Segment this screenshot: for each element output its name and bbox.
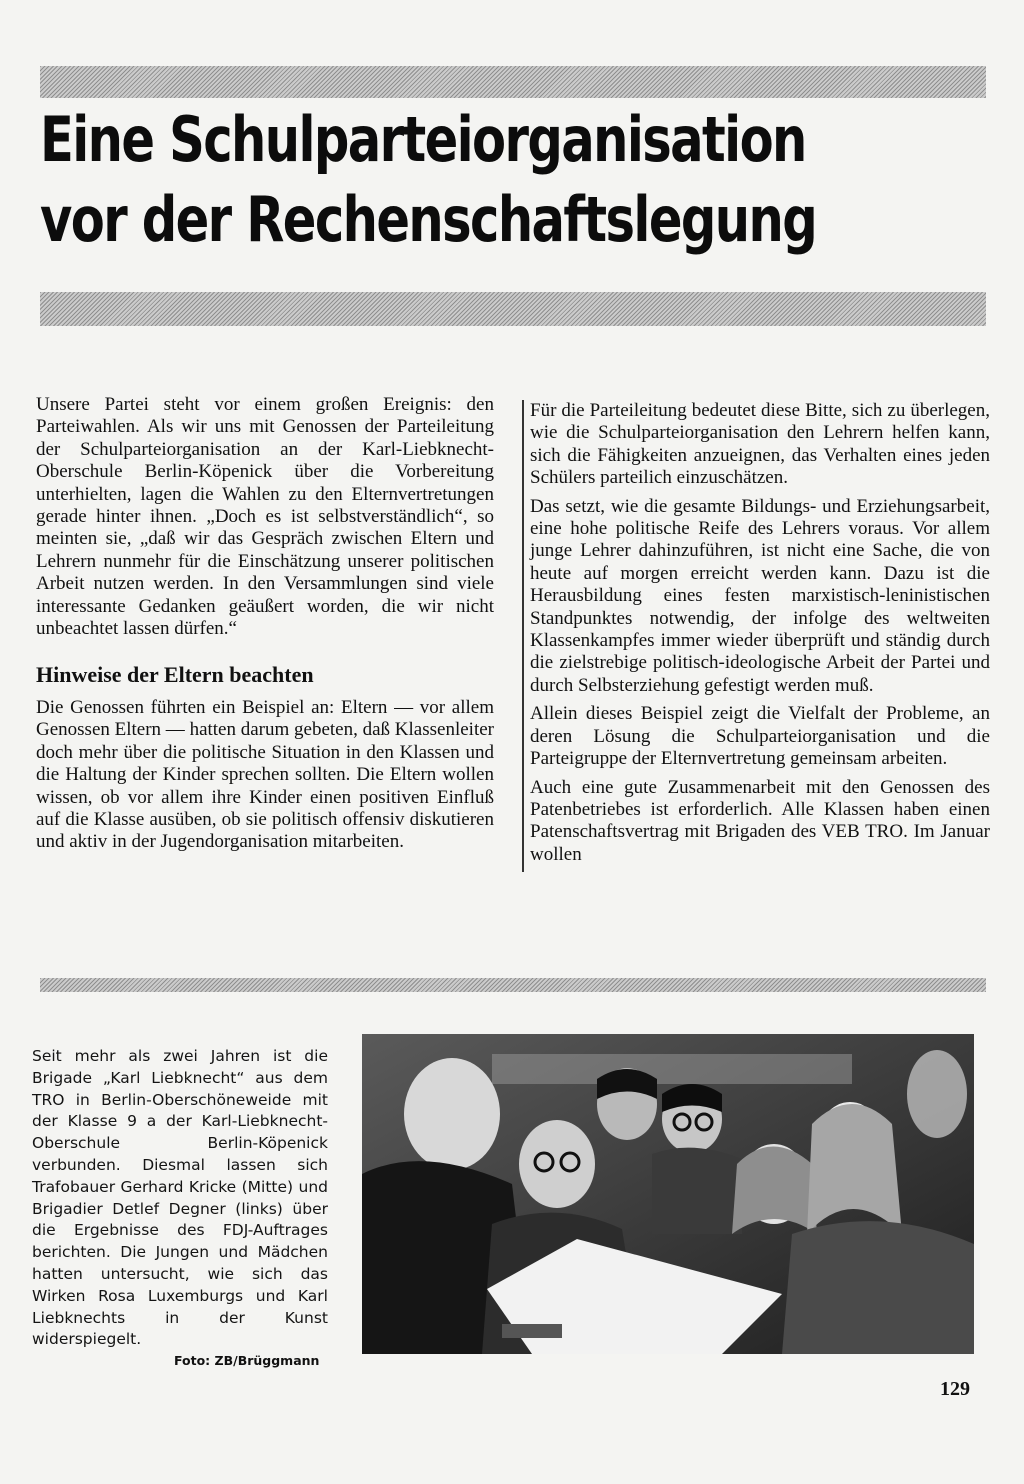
page-number: 129 [940, 1378, 970, 1400]
article-paragraph: Auch eine gute Zusammenarbeit mit den Genossen des Patenbetriebes ist erforderlich. Alle Klassen haben einen Patenschaftsvertrag mit Brigaden des VEB TRO. Im Januar wollen [530, 776, 990, 865]
article-right-column [522, 400, 990, 872]
photo-caption: Seit mehr als zwei Jahren ist die Brigade „Karl Liebknecht“ aus dem TRO in Berlin-Oberschöneweide mit der Klasse 9 a der Karl-Liebknecht-Oberschule Berlin-Köpenick verbunden. Diesmal lassen sich Trafobauer Gerhard Kricke (Mitte) und Brigadier Detlef Degner (links) über die Ergebnisse des FDJ-Auftrages berichten. Die Jungen und Mädchen hatten untersucht, wie sich das Wirken Rosa Luxemburgs und Karl Liebknechts in der Kunst widerspiegelt. [32, 1047, 328, 1349]
title-line-1: Eine Schulparteiorganisation [40, 103, 806, 176]
article-left-column [36, 394, 494, 862]
article-paragraph: Das setzt, wie die gesamte Bildungs- und Erziehungsarbeit, eine hohe politische Reife des Lehrers voraus. Vor allem junge Lehrer dahinzuführen, ist nicht eine Sache, die von heute auf morgen erreicht werden kann. Dazu ist die Herausbildung eines festen marxistisch-leninistischen Standpunktes notwendig, der infolge des weltweiten Klassenkampfes immer wieder überprüft und ständig durch die zielstrebige politisch-ideologische Arbeit der Partei und durch Selbsterziehung gefestigt werden muß. [530, 495, 990, 696]
title-bottom-hatched-band [40, 292, 986, 326]
section-divider-band [40, 978, 986, 992]
article-paragraph: Unsere Partei steht vor einem großen Ereignis: den Parteiwahlen. Als wir uns mit Genossen der Parteileitung der Schulparteiorganisation an der Karl-Liebknecht-Oberschule Berlin-Köpenick über die Vorbereitung unterhielten, lagen die Wahlen zu den Elternvertretungen gerade hinter ihnen. „Doch es ist selbstverständlich“, so meinten sie, „daß wir das Gespräch zwischen Eltern und Lehrern nunmehr für die Einschätzung unserer politischen Arbeit nutzen werden. In den Versammlungen sind viele interessante Gedanken geäußert worden, die wir nicht unbeachtet lassen dürfen.“ [36, 394, 494, 640]
article-paragraph: Die Genossen führten ein Beispiel an: Eltern — vor allem Genossen Eltern — hatten darum gebeten, daß Klassenleiter doch mehr über die politische Situation in den Klassen und die Haltung der Kinder sprechen sollten. Die Eltern wollen wissen, ob vor allem ihre Kinder einen positiven Einfluß auf die Klasse ausüben, ob sie politisch offensiv diskutieren und aktiv in der Jugendorganisation mitarbeiten. [36, 696, 494, 853]
top-hatched-band [40, 66, 986, 98]
photo-credit: Foto: ZB/Brüggmann [174, 1353, 320, 1368]
page-title [40, 100, 817, 268]
article-paragraph: Allein dieses Beispiel zeigt die Vielfalt der Probleme, an deren Lösung die Schulparteiorganisation und die Parteigruppe der Elternvertretung gemeinsam arbeiten. [530, 703, 990, 770]
article-subheading: Hinweise der Eltern beachten [36, 662, 314, 688]
title-line-2: vor der Rechenschaftslegung [40, 183, 817, 256]
article-paragraph: Für die Parteileitung bedeutet diese Bitte, sich zu überlegen, wie die Schulparteiorganisation den Lehrern helfen kann, sich die Fähigkeiten anzueignen, das Verhalten eines jeden Schülers parteilich einzuschätzen. [530, 400, 990, 489]
photo-illustration [362, 1034, 974, 1354]
photograph [362, 1034, 974, 1354]
